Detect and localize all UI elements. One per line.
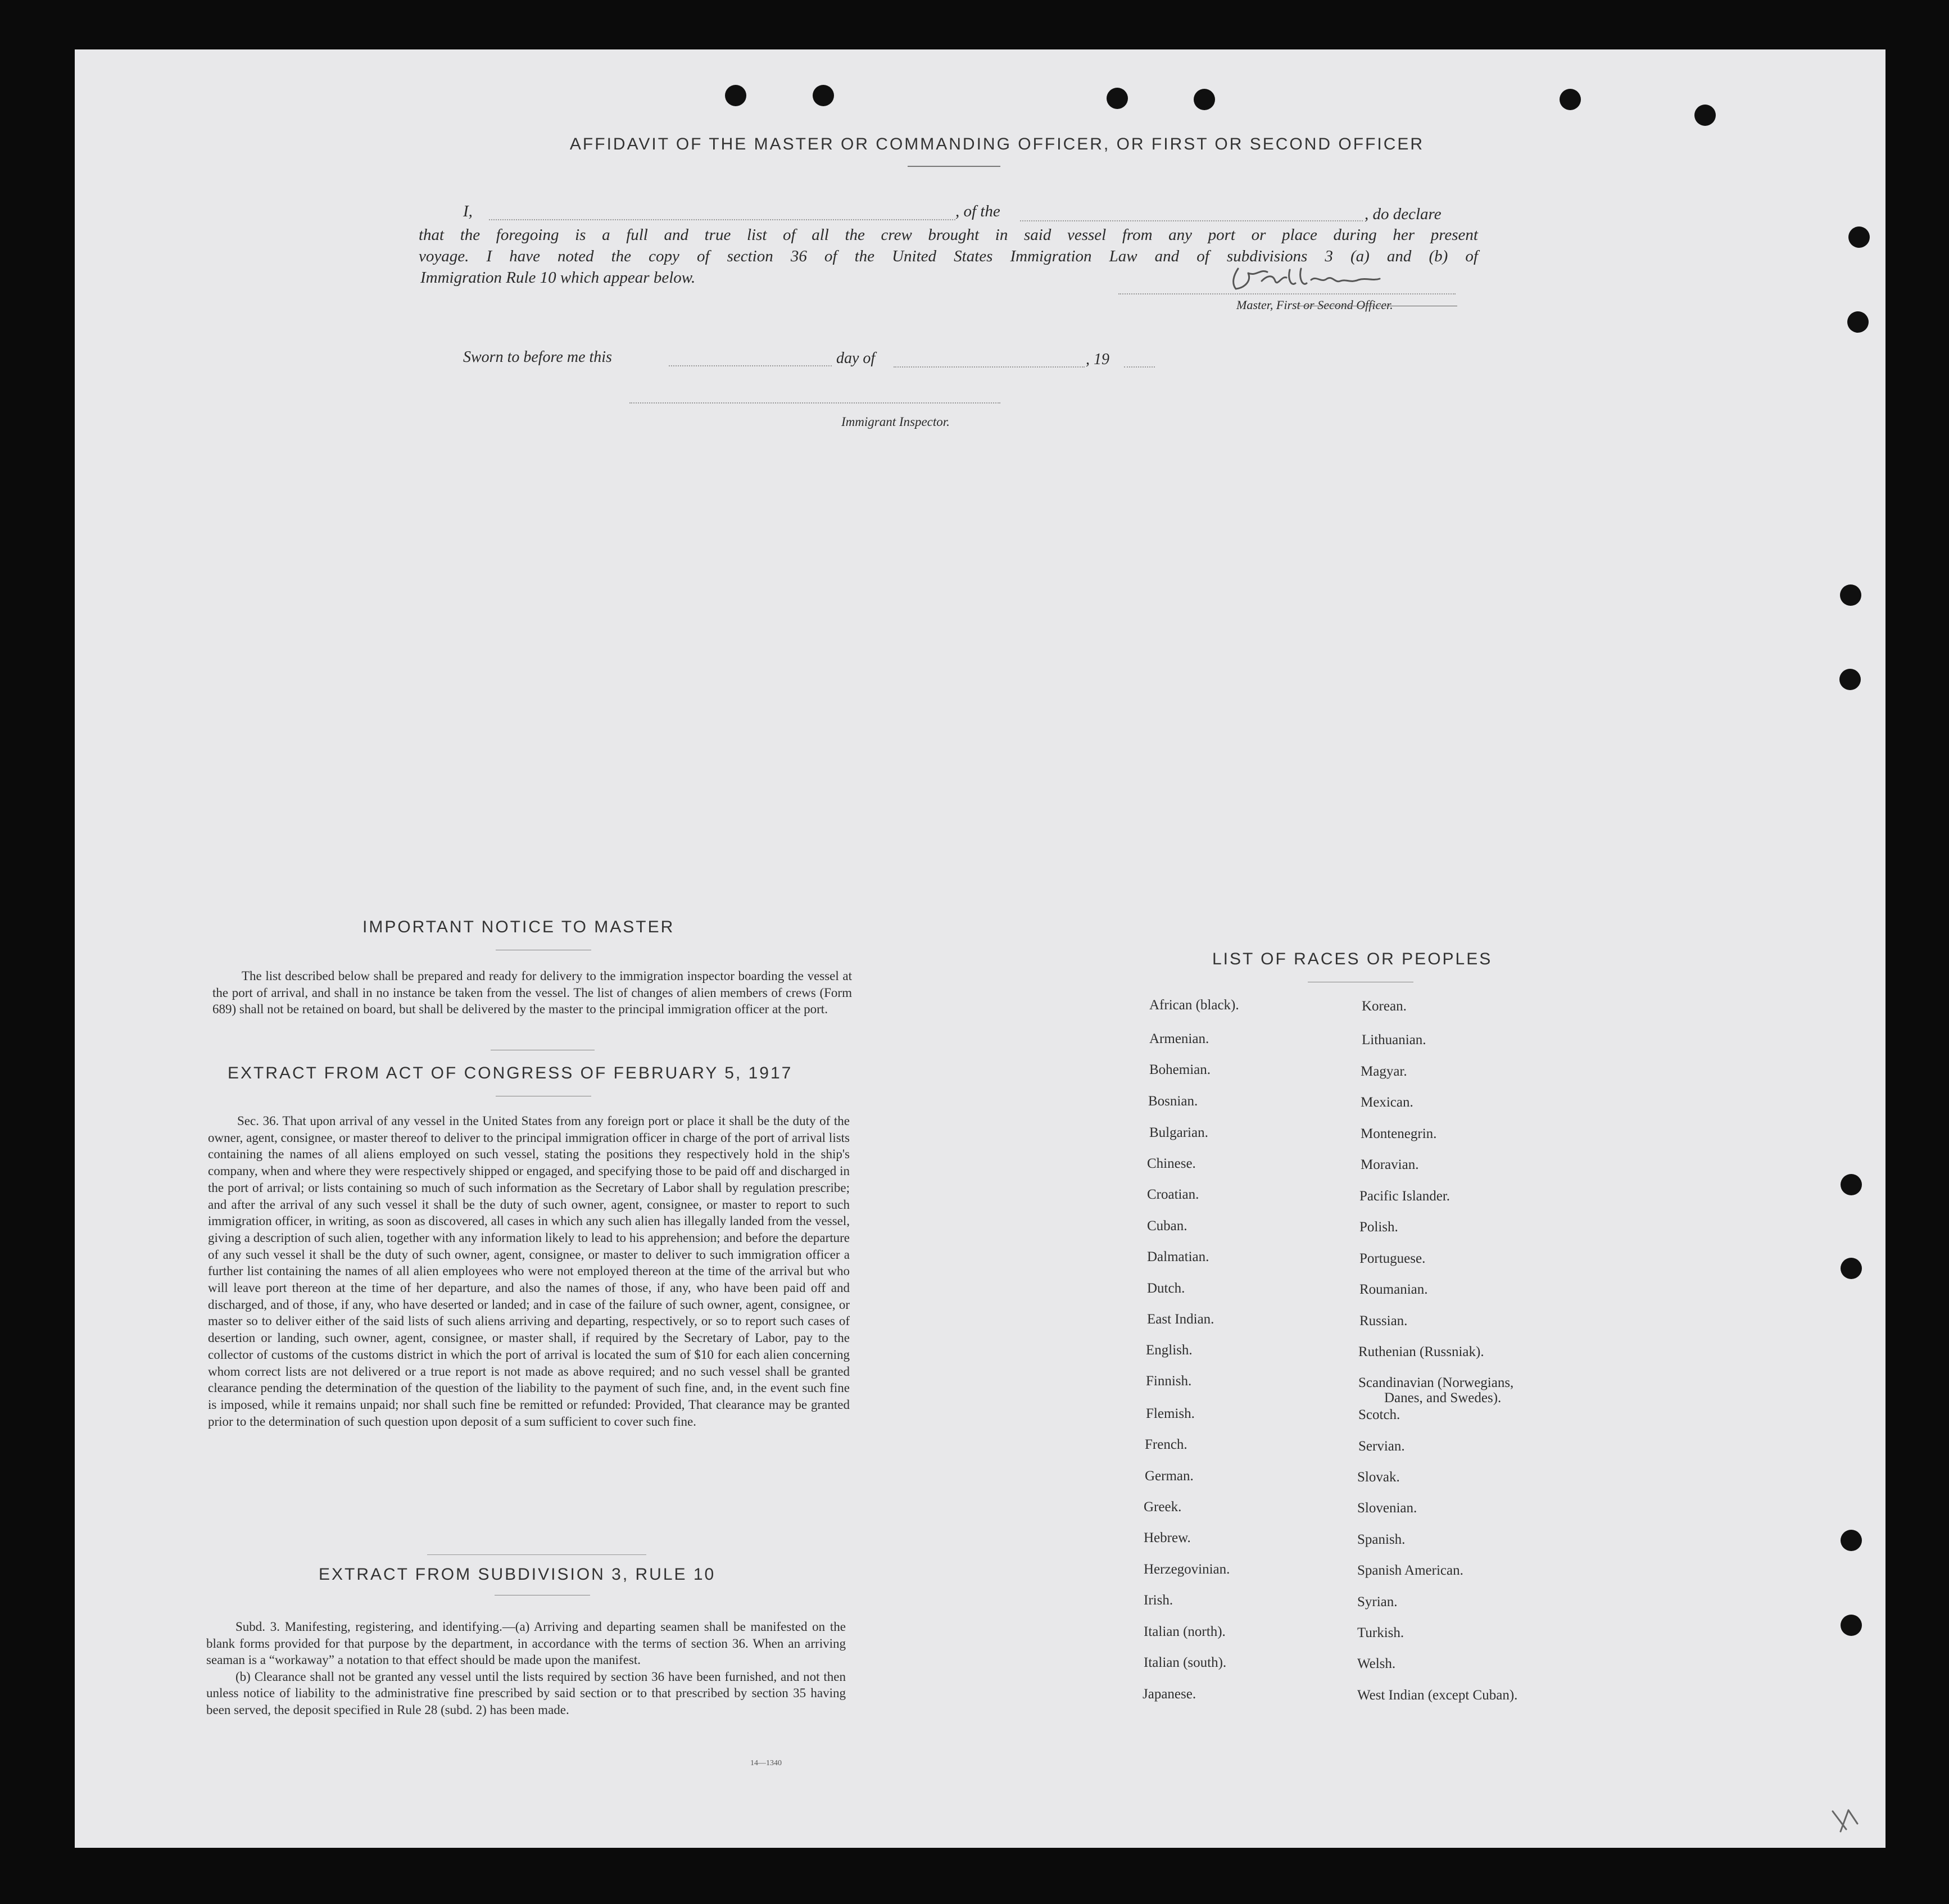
- sworn-day-blank: [669, 365, 832, 366]
- race-right-item: Scotch.: [1358, 1407, 1400, 1422]
- race-left-item: Italian (south).: [1144, 1655, 1227, 1670]
- race-right-item: Korean.: [1362, 999, 1407, 1014]
- race-right-item: Montenegrin.: [1361, 1126, 1437, 1141]
- race-right-item: Syrian.: [1357, 1594, 1398, 1610]
- sworn-label: Sworn to before me this: [463, 348, 612, 366]
- punch-hole: [1847, 311, 1869, 333]
- affidavit-i-label: I,: [463, 202, 473, 220]
- punch-hole: [1841, 1258, 1862, 1279]
- race-right-item: Turkish.: [1357, 1625, 1404, 1640]
- race-left-item: African (black).: [1149, 998, 1239, 1013]
- race-right-item: Servian.: [1358, 1439, 1405, 1454]
- inspector-label: Immigrant Inspector.: [841, 415, 950, 429]
- notice-title: IMPORTANT NOTICE TO MASTER: [362, 918, 675, 936]
- affidavit-body-line3: Immigration Rule 10 which appear below.: [420, 269, 696, 287]
- race-left-item: Finnish.: [1146, 1373, 1192, 1389]
- race-left-item: Armenian.: [1149, 1031, 1209, 1046]
- punch-hole: [1841, 1615, 1862, 1636]
- race-left-item: Cuban.: [1147, 1218, 1187, 1234]
- race-left-item: English.: [1146, 1343, 1193, 1358]
- races-title: LIST OF RACES OR PEOPLES: [1212, 950, 1493, 968]
- race-left-item: Herzegovinian.: [1144, 1562, 1230, 1577]
- punch-hole: [1107, 88, 1128, 109]
- act-title: EXTRACT FROM ACT OF CONGRESS OF FEBRUARY 5, 1917: [228, 1064, 793, 1082]
- sworn-month-blank: [894, 366, 1085, 368]
- signature-caption: Master, First or Second Officer.: [1236, 298, 1393, 312]
- name-blank: [489, 219, 955, 220]
- race-left-item: Dalmatian.: [1147, 1249, 1209, 1264]
- punch-hole: [1848, 226, 1870, 248]
- punch-hole: [1841, 1530, 1862, 1551]
- race-left-item: Irish.: [1144, 1593, 1173, 1608]
- race-left-item: Dutch.: [1147, 1281, 1185, 1296]
- notice-text: [212, 968, 852, 1018]
- act-paragraph: Sec. 36. That upon arrival of any vessel in the United States from any foreign port or place it shall be the duty of the owner, agent, consignee, or master thereof to deliver to the principal immigration officer in charge of the port of arrival lists containing the names of all aliens employed on such vessel, stating the positions they respectively hold in the ship's company, when and where they were respectively shipped or engaged, and specifying those to be paid off and discharged in the port of arrival; or lists containing so much of such information as the Secretary of Labor shall by regulation prescribe; and after the arrival of any such vessel it shall be the duty of such owner, agent, consignee, or master to report to such immigration officer, in writing, as soon as discovered, all cases in which any such alien has illegally landed from the vessel, giving a description of such alien, together with any information likely to lead to his apprehension; and before the departure of any such vessel it shall be the duty of such owner, agent, consignee, or master to deliver to such immigration officer a further list containing the names of all alien employees who were not employed thereon at the time of the arrival but who will leave port thereon at the time of her departure, and also the names of those, if any, who have been paid off and discharged, and of those, if any, who have deserted or landed; and in case of the failure of such owner, agent, consignee, or master so to deliver either of the said lists of such aliens arriving and departing, respectively, or so to report such cases of desertion or landing, such owner, agent, consignee, or master shall, if required by the Secretary of Labor, pay to the collector of customs of the customs district in which the port of arrival is located the sum of $10 for each alien concerning whom correct lists are not delivered or a true report is not made as above required; and no such vessel shall be granted clearance pending the determination of the question of the liability to the payment of such fine, and, in the event such fine is imposed, while it remains unpaid; nor shall such fine be remitted or refunded: Provided, That clearance may be granted prior to the determination of such question upon deposit of a sum sufficient to cover such fine.: [208, 1114, 850, 1429]
- rule-para-b: (b) Clearance shall not be granted any vessel until the lists required by section 36 have been furnished, and not then unless notice of liability to the administrative fine prescribed by said section or to that prescribed by section 35 having been served, the deposit specified in Rule 28 (subd. 2) has been made.: [206, 1669, 846, 1717]
- punch-hole: [725, 85, 746, 106]
- act-text: [208, 1113, 850, 1430]
- race-left-item: East Indian.: [1147, 1312, 1214, 1327]
- race-right-item: Danes, and Swedes).: [1384, 1390, 1502, 1406]
- inspector-blank: [629, 402, 1000, 404]
- race-left-item: German.: [1145, 1468, 1194, 1484]
- race-right-item: Pacific Islander.: [1359, 1189, 1451, 1204]
- race-right-item: Spanish American.: [1357, 1563, 1463, 1578]
- race-right-item: Portuguese.: [1359, 1251, 1426, 1266]
- race-left-item: Japanese.: [1143, 1687, 1196, 1702]
- day-of-label: day of: [836, 350, 876, 367]
- rule-title: EXTRACT FROM SUBDIVISION 3, RULE 10: [319, 1565, 716, 1584]
- punch-hole: [1694, 105, 1716, 126]
- punch-hole: [813, 85, 834, 106]
- race-right-item: Welsh.: [1357, 1656, 1396, 1671]
- affidavit-do-declare: , do declare: [1365, 205, 1442, 223]
- punch-hole: [1194, 89, 1215, 110]
- race-right-item: Roumanian.: [1359, 1282, 1428, 1297]
- rule-text: [206, 1619, 846, 1718]
- race-right-item: Magyar.: [1361, 1064, 1407, 1079]
- affidavit-body-line2: voyage. I have noted the copy of section 36 of the United States Immigration Law and of subdivisions 3 (a) and (b) of: [419, 247, 1478, 265]
- act-bottom-rule: [427, 1554, 646, 1555]
- title-rule: [908, 166, 1000, 167]
- race-left-item: Bohemian.: [1149, 1062, 1211, 1077]
- race-left-item: Bulgarian.: [1149, 1125, 1208, 1140]
- race-right-item: Ruthenian (Russniak).: [1358, 1344, 1484, 1359]
- rule-para-a: Subd. 3. Manifesting, registering, and identifying.—(a) Arriving and departing seamen shall be manifested on the blank forms provided for that purpose by the department, in accordance with the terms of section 36. When an arriving seaman is a “workaway” a notation to that effect should be made upon the manifest.: [206, 1620, 846, 1667]
- affidavit-title: AFFIDAVIT OF THE MASTER OR COMMANDING OFFICER, OR FIRST OR SECOND OFFICER: [569, 135, 1425, 153]
- race-right-item: Lithuanian.: [1362, 1032, 1426, 1048]
- race-left-item: Croatian.: [1147, 1187, 1199, 1202]
- punch-hole: [1841, 1174, 1862, 1195]
- race-right-item: Moravian.: [1361, 1157, 1419, 1172]
- notice-paragraph: The list described below shall be prepared and ready for delivery to the immigration inspector boarding the vessel at the port of arrival, and shall in no instance be taken from the vessel. The list of changes of alien members of crews (Form 689) shall not be retained on board, but shall be delivered by the master to the principal immigration officer at the port.: [212, 969, 852, 1016]
- race-right-item: Slovenian.: [1357, 1500, 1417, 1516]
- race-left-item: Greek.: [1144, 1499, 1182, 1515]
- race-right-item: Scandinavian (Norwegians,: [1358, 1375, 1514, 1390]
- race-left-item: French.: [1145, 1437, 1187, 1452]
- race-right-item: Spanish.: [1357, 1532, 1406, 1547]
- vessel-blank: [1020, 220, 1363, 221]
- punch-hole: [1560, 89, 1581, 110]
- race-right-item: West Indian (except Cuban).: [1357, 1688, 1518, 1703]
- year-label: , 19: [1086, 351, 1109, 368]
- race-right-item: Russian.: [1359, 1313, 1408, 1329]
- year-blank: [1124, 366, 1155, 368]
- affidavit-body-line1: that the foregoing is a full and true list of all the crew brought in said vessel from any port or place during her present: [419, 226, 1478, 244]
- race-left-item: Bosnian.: [1148, 1094, 1198, 1109]
- handwritten-signature: [1228, 264, 1383, 299]
- race-left-item: Chinese.: [1147, 1156, 1196, 1171]
- race-right-item: Polish.: [1359, 1220, 1398, 1235]
- race-left-item: Italian (north).: [1144, 1624, 1226, 1639]
- form-number: 14—1340: [750, 1759, 782, 1767]
- punch-hole: [1839, 669, 1861, 690]
- pencil-mark: [1829, 1807, 1863, 1835]
- punch-hole: [1840, 584, 1861, 606]
- affidavit-of-the: , of the: [955, 202, 1000, 220]
- race-right-item: Mexican.: [1361, 1095, 1413, 1110]
- race-left-item: Flemish.: [1146, 1406, 1195, 1421]
- race-left-item: Hebrew.: [1144, 1530, 1191, 1545]
- race-right-item: Slovak.: [1357, 1470, 1400, 1485]
